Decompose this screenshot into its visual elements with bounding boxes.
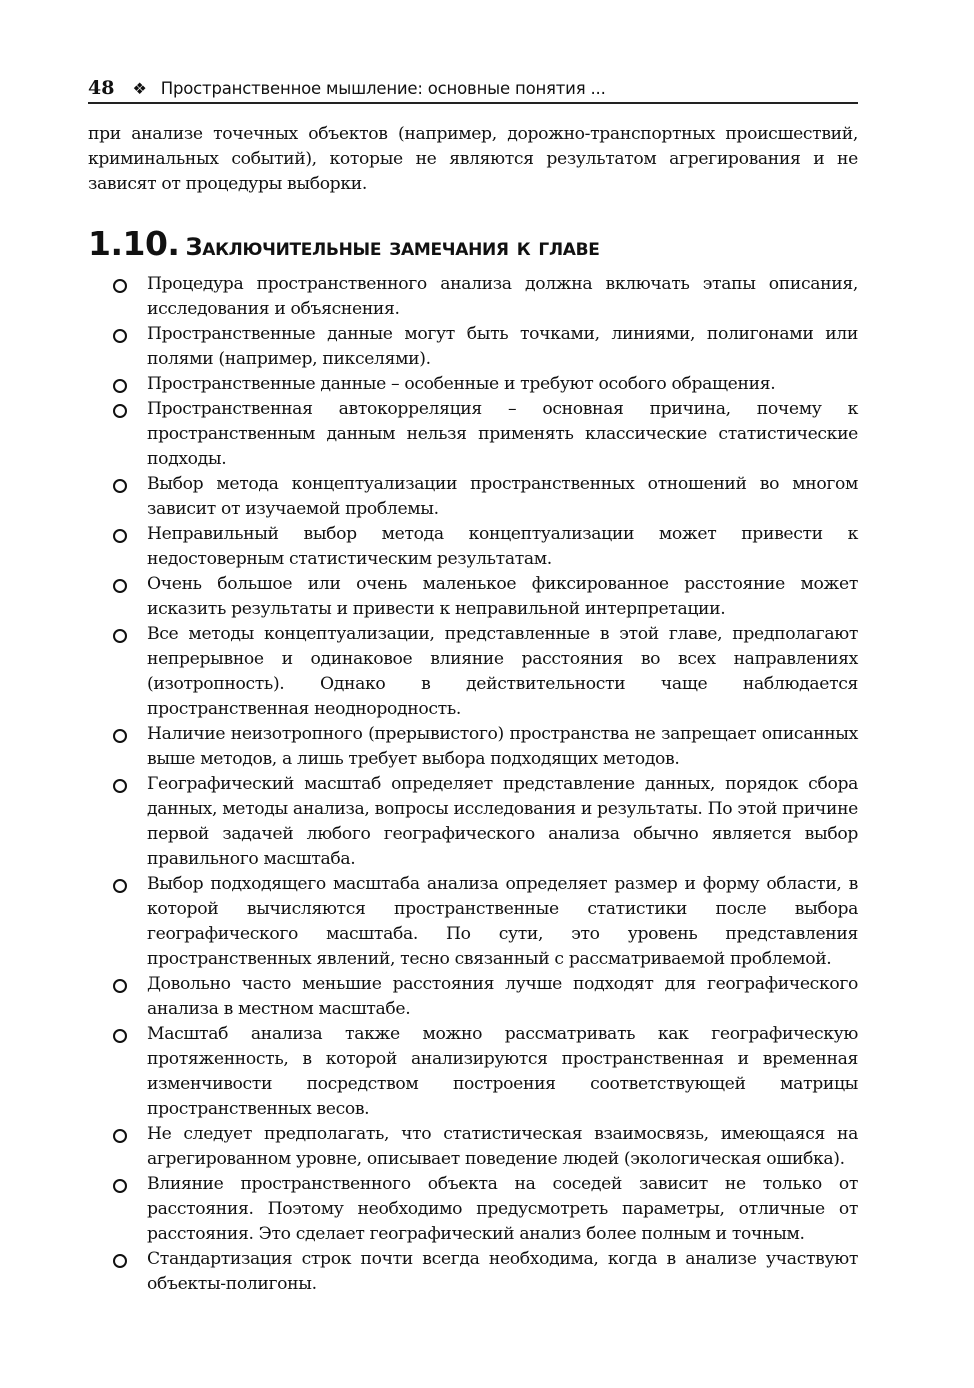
list-item — [88, 772, 858, 872]
list-item — [88, 272, 858, 322]
intro-paragraph: при анализе точечных объектов (например, дорожно-транспортных происшествий, криминальных событий), которые не являются результатом агрегирования и не зависят от процедуры выборки. — [88, 124, 858, 194]
list-item — [88, 372, 858, 397]
circle-bullet-icon — [113, 579, 127, 593]
list-item — [88, 622, 858, 722]
circle-bullet-icon — [113, 1129, 127, 1143]
list-item-text: Стандартизация строк почти всегда необходима, когда в анализе участвуют объекты-полигоны. — [147, 1249, 858, 1294]
list-item-text: Наличие неизотропного (прерывистого) пространства не запрещает описанных выше методов, а лишь требует выбора подходящих методов. — [147, 724, 858, 769]
summary-list — [88, 272, 858, 1297]
list-item — [88, 1247, 858, 1297]
circle-bullet-icon — [113, 279, 127, 293]
list-item-text: Не следует предполагать, что статистическая взаимосвязь, имеющаяся на агрегированном уровне, описывает поведение людей (экологическая ошибка). — [147, 1124, 858, 1169]
circle-bullet-icon — [113, 729, 127, 743]
list-item — [88, 1022, 858, 1122]
list-item-text: Пространственная автокорреляция – основная причина, почему к пространственным данным нельзя применять классические статистические подходы. — [147, 399, 858, 469]
circle-bullet-icon — [113, 329, 127, 343]
circle-bullet-icon — [113, 629, 127, 643]
circle-bullet-icon — [113, 529, 127, 543]
circle-bullet-icon — [113, 379, 127, 393]
list-item — [88, 1172, 858, 1247]
list-item — [88, 972, 858, 1022]
page-number: 48 — [88, 77, 115, 99]
section-title: Заключительные замечания к главе — [185, 233, 600, 261]
circle-bullet-icon — [113, 404, 127, 418]
list-item-text: Выбор подходящего масштаба анализа определяет размер и форму области, в которой вычисляются пространственные статистики после выбора географического масштаба. По сути, это уровень представления пространственных явлений, тесно связанный с рассматриваемой проблемой. — [147, 874, 858, 969]
list-item-text: Масштаб анализа также можно рассматривать как географическую протяженность, в которой анализируются пространственная и временная изменчивости посредством построения соответствующей матрицы пространственных весов. — [147, 1024, 858, 1119]
list-item-text: Влияние пространственного объекта на соседей зависит не только от расстояния. Поэтому необходимо предусмотреть параметры, отличные от расстояния. Это сделает географический анализ более полным и точным. — [147, 1174, 858, 1244]
list-item — [88, 722, 858, 772]
list-item — [88, 522, 858, 572]
circle-bullet-icon — [113, 1029, 127, 1043]
list-item-text: Процедура пространственного анализа должна включать этапы описания, исследования и объяснения. — [147, 274, 858, 319]
ornament-icon: ❖ — [132, 81, 147, 98]
list-item-text: Пространственные данные могут быть точками, линиями, полигонами или полями (например, пикселями). — [147, 324, 858, 369]
list-item — [88, 1122, 858, 1172]
circle-bullet-icon — [113, 1254, 127, 1268]
circle-bullet-icon — [113, 779, 127, 793]
section-heading — [88, 224, 858, 263]
list-item-text: Пространственные данные – особенные и требуют особого обращения. — [147, 374, 776, 394]
list-item-text: Неправильный выбор метода концептуализации может привести к недостоверным статистическим результатам. — [147, 524, 858, 569]
circle-bullet-icon — [113, 1179, 127, 1193]
list-item — [88, 322, 858, 372]
circle-bullet-icon — [113, 879, 127, 893]
list-item-text: Очень большое или очень маленькое фиксированное расстояние может исказить результаты и привести к неправильной интерпретации. — [147, 574, 858, 619]
circle-bullet-icon — [113, 979, 127, 993]
list-item-text: Географический масштаб определяет представление данных, порядок сбора данных, методы анализа, вопросы исследования и результаты. По этой причине первой задачей любого географического анализа обычно является выбор правильного масштаба. — [147, 774, 858, 869]
list-item-text: Выбор метода концептуализации пространственных отношений во многом зависит от изучаемой проблемы. — [147, 474, 858, 519]
list-item — [88, 397, 858, 472]
list-item-text: Все методы концептуализации, представленные в этой главе, предполагают непрерывное и одинаковое влияние расстояния во всех направлениях (изотропность). Однако в действительности чаще наблюдается пространственная неоднородность. — [147, 624, 858, 719]
list-item — [88, 472, 858, 522]
list-item — [88, 872, 858, 972]
list-item — [88, 572, 858, 622]
circle-bullet-icon — [113, 479, 127, 493]
list-item-text: Довольно часто меньшие расстояния лучше подходят для географического анализа в местном масштабе. — [147, 974, 858, 1019]
running-title: Пространственное мышление: основные понятия ... — [160, 79, 606, 98]
running-header — [88, 74, 858, 104]
section-number: 1.10. — [88, 224, 180, 263]
